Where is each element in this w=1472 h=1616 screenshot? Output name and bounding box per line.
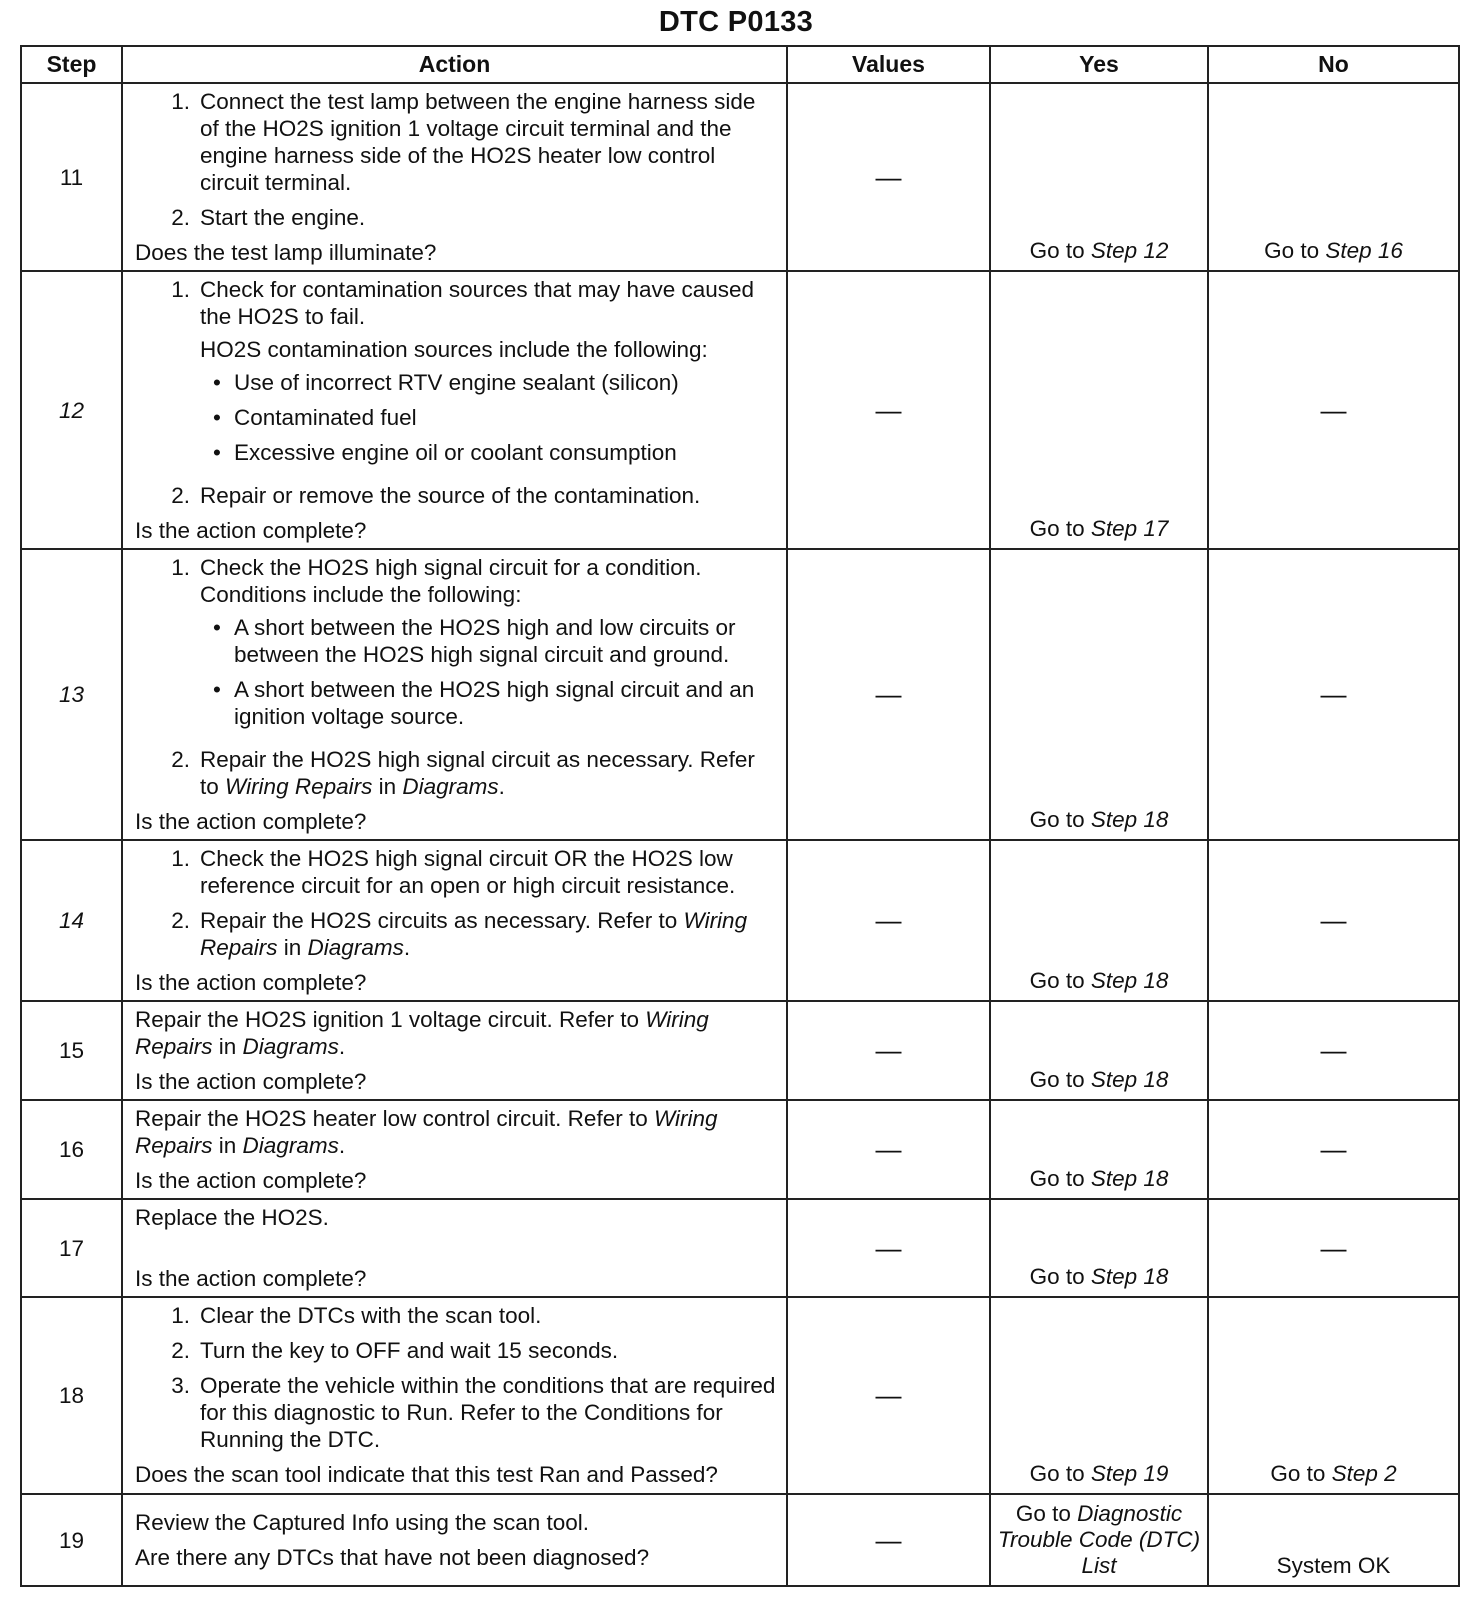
yes-cell: Go to Step 18 — [990, 1100, 1208, 1199]
action-question: Does the test lamp illuminate? — [135, 240, 437, 265]
step-link[interactable]: Step 18 — [1090, 968, 1169, 993]
action-item: Connect the test lamp between the engine harness side of the HO2S ignition 1 voltage circuit terminal and the engine harness side of the HO2S heater low control circuit terminal. — [200, 89, 756, 195]
step-link[interactable]: Step 19 — [1090, 1461, 1169, 1486]
bullet-item: Contaminated fuel — [234, 405, 417, 430]
step-link[interactable]: Step 18 — [1090, 1264, 1169, 1289]
values-cell: — — [787, 271, 990, 549]
step-link[interactable]: Step 18 — [1090, 1067, 1169, 1092]
action-question: Are there any DTCs that have not been diagnosed? — [135, 1545, 650, 1570]
step-number: 15 — [21, 1001, 122, 1100]
yes-cell: Go to Step 18 — [990, 840, 1208, 1001]
action-item: Check for contamination sources that may have caused the HO2S to fail. — [200, 277, 755, 329]
reference-link[interactable]: Wiring Repairs — [225, 774, 373, 799]
action-item: Repair the HO2S circuits as necessary. Refer to Wiring Repairs in Diagrams. — [200, 908, 748, 960]
step-link[interactable]: Step 16 — [1325, 238, 1403, 263]
step-number: 12 — [21, 271, 122, 549]
action-text: Repair the HO2S heater low control circuit. Refer to Wiring Repairs in Diagrams. — [135, 1106, 718, 1158]
reference-link[interactable]: Diagrams — [242, 1133, 339, 1158]
action-cell — [122, 1199, 787, 1297]
step-number: 18 — [21, 1297, 122, 1494]
step-number: 13 — [21, 549, 122, 840]
reference-link[interactable]: Diagrams — [307, 935, 404, 960]
table-row — [21, 1100, 1459, 1199]
action-text: Replace the HO2S. — [135, 1205, 329, 1230]
values-cell: — — [787, 1199, 990, 1297]
action-cell — [122, 1494, 787, 1586]
action-question: Is the action complete? — [135, 1069, 367, 1094]
yes-cell: Go to Step 18 — [990, 1199, 1208, 1297]
table-row — [21, 1199, 1459, 1297]
no-cell: — — [1208, 1001, 1459, 1100]
bullet-item: Use of incorrect RTV engine sealant (silicon) — [234, 370, 679, 395]
values-cell: — — [787, 83, 990, 271]
yes-cell: Go to Step 19 — [990, 1297, 1208, 1494]
action-question: Is the action complete? — [135, 518, 367, 543]
header-step: Step — [21, 46, 122, 83]
reference-link[interactable]: Wiring Repairs — [135, 1007, 709, 1059]
table-row — [21, 1297, 1459, 1494]
action-text: Review the Captured Info using the scan tool. — [135, 1510, 590, 1535]
no-cell: — — [1208, 1100, 1459, 1199]
step-number: 16 — [21, 1100, 122, 1199]
page-title: DTC P0133 — [658, 6, 814, 38]
step-link[interactable]: Step 2 — [1331, 1461, 1397, 1486]
action-question: Is the action complete? — [135, 970, 367, 995]
action-cell: 1. Connect the test lamp between the engine harness side of the HO2S ignition 1 voltage circuit terminal and the engine harness side of the HO2S heater low control circuit terminal. 2. Start the engine. Does the test lamp illuminate? — [122, 83, 787, 271]
header-yes: Yes — [990, 46, 1208, 83]
table-row — [21, 83, 1459, 271]
step-number: 11 — [21, 83, 122, 271]
action-text: Repair the HO2S ignition 1 voltage circuit. Refer to Wiring Repairs in Diagrams. — [135, 1007, 709, 1059]
reference-link[interactable]: Diagrams — [242, 1034, 339, 1059]
yes-cell: Go to Step 18 — [990, 549, 1208, 840]
step-link[interactable]: Step 17 — [1090, 516, 1169, 541]
dtc-table — [20, 45, 1460, 1587]
values-cell: — — [787, 1297, 990, 1494]
action-item: Operate the vehicle within the conditions that are required for this diagnostic to Run. Refer to the Conditions for Running the DTC. — [200, 1373, 776, 1452]
reference-link[interactable]: Wiring Repairs — [135, 1106, 718, 1158]
no-cell: — — [1208, 1199, 1459, 1297]
action-question: Is the action complete? — [135, 809, 367, 834]
step-number: 19 — [21, 1494, 122, 1586]
action-cell — [122, 1001, 787, 1100]
header-no: No — [1208, 46, 1459, 83]
no-cell: Go to Step 16 — [1208, 83, 1459, 271]
step-link[interactable]: Step 18 — [1090, 807, 1169, 832]
action-item: Repair or remove the source of the contamination. — [200, 483, 701, 508]
reference-link[interactable]: Wiring Repairs — [200, 908, 748, 960]
action-item: Clear the DTCs with the scan tool. — [200, 1303, 542, 1328]
values-cell: — — [787, 549, 990, 840]
table-row — [21, 271, 1459, 549]
table-row — [21, 840, 1459, 1001]
action-item: Start the engine. — [200, 205, 366, 230]
no-cell: — — [1208, 549, 1459, 840]
yes-cell: Go to Step 17 — [990, 271, 1208, 549]
action-item: Turn the key to OFF and wait 15 seconds. — [200, 1338, 619, 1363]
step-link[interactable]: Diagnostic Trouble Code (DTC) List — [997, 1501, 1201, 1578]
action-cell: 1. Clear the DTCs with the scan tool. 2. Turn the key to OFF and wait 15 seconds. 3. Operate the vehicle within the conditions that are required for this diagnostic to Run. Refer to the Conditions for Running the DTC. Does the scan tool indicate that this test Ran and Passed? — [122, 1297, 787, 1494]
header-action: Action — [122, 46, 787, 83]
action-question: Does the scan tool indicate that this test Ran and Passed? — [135, 1462, 718, 1487]
header-row — [21, 46, 1459, 83]
header-values: Values — [787, 46, 990, 83]
no-cell: Go to Step 2 — [1208, 1297, 1459, 1494]
yes-cell: Go to Step 12 — [990, 83, 1208, 271]
action-cell: 1. Check the HO2S high signal circuit for a condition. Conditions include the following: • A short between the HO2S high and low circuits or between the HO2S high signal circuit and ground. • A short between the HO2S high signal circuit and an ignition voltage source. 2. Repair the HO2S high signal circuit as necessary. Refer to Wiring Repairs in Diagrams. Is the action complete? — [122, 549, 787, 840]
table-row — [21, 1494, 1459, 1586]
step-link[interactable]: Step 12 — [1090, 238, 1169, 263]
action-question: Is the action complete? — [135, 1266, 367, 1291]
values-cell: — — [787, 1001, 990, 1100]
values-cell: — — [787, 1100, 990, 1199]
table-row — [21, 1001, 1459, 1100]
action-subtext: HO2S contamination sources include the following: — [200, 337, 708, 362]
bullet-item: A short between the HO2S high and low circuits or between the HO2S high signal circuit and ground. — [234, 615, 736, 667]
action-item: Check the HO2S high signal circuit for a condition. Conditions include the following: — [200, 555, 702, 607]
bullet-item: A short between the HO2S high signal circuit and an ignition voltage source. — [234, 677, 755, 729]
action-item: Check the HO2S high signal circuit OR the HO2S low reference circuit for an open or high circuit resistance. — [200, 846, 736, 898]
step-number: 14 — [21, 840, 122, 1001]
action-question: Is the action complete? — [135, 1168, 367, 1193]
action-cell: 1. Check for contamination sources that may have caused the HO2S to fail. HO2S contamination sources include the following: • Use of incorrect RTV engine sealant (silicon) • Contaminated fuel • Excessive engine oil or coolant consumption 2. Repair or remove the source of the contamination. Is the action complete? — [122, 271, 787, 549]
no-cell: — — [1208, 840, 1459, 1001]
no-cell: System OK — [1208, 1494, 1459, 1586]
no-cell: — — [1208, 271, 1459, 549]
action-cell — [122, 1100, 787, 1199]
action-cell: 1. Check the HO2S high signal circuit OR the HO2S low reference circuit for an open or high circuit resistance. 2. Repair the HO2S circuits as necessary. Refer to Wiring Repairs in Diagrams. Is the action complete? — [122, 840, 787, 1001]
yes-cell: Go to Diagnostic Trouble Code (DTC) List — [990, 1494, 1208, 1586]
values-cell: — — [787, 840, 990, 1001]
reference-link[interactable]: Diagrams — [402, 774, 499, 799]
step-link[interactable]: Step 18 — [1090, 1166, 1169, 1191]
yes-cell: Go to Step 18 — [990, 1001, 1208, 1100]
bullet-item: Excessive engine oil or coolant consumption — [234, 440, 677, 465]
step-number: 17 — [21, 1199, 122, 1297]
values-cell: — — [787, 1494, 990, 1586]
action-item: Repair the HO2S high signal circuit as necessary. Refer to Wiring Repairs in Diagrams. — [200, 747, 755, 799]
table-row — [21, 549, 1459, 840]
